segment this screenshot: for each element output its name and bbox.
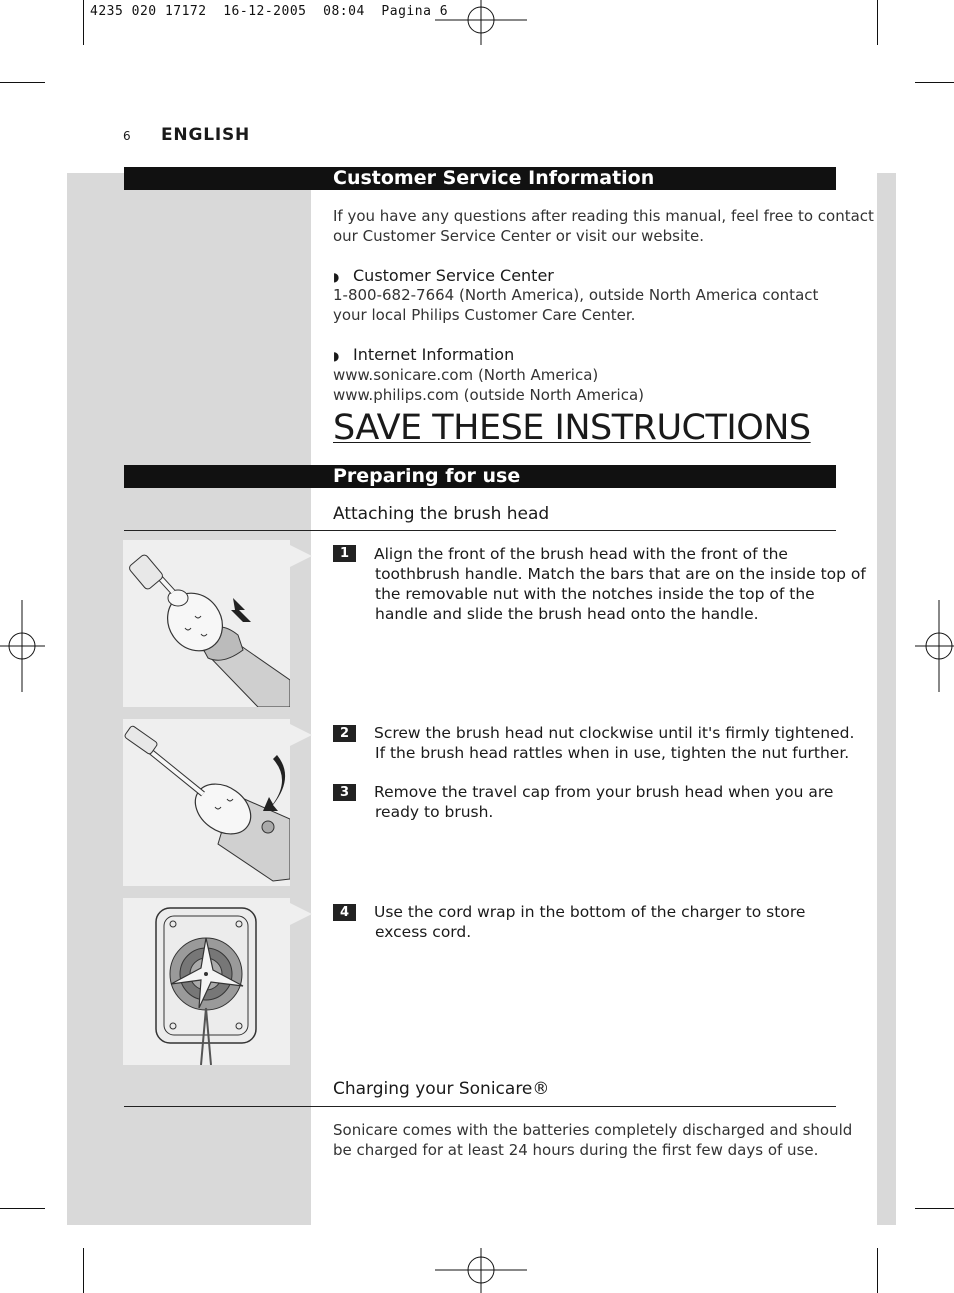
section-bar-customer-service (124, 167, 836, 190)
subsection-title-attaching: Attaching the brush head (333, 504, 550, 524)
charging-text: Sonicare comes with the batteries completely discharged and should be charged for at least 24 hours during the first few days of use. (333, 1121, 853, 1159)
step-number-badge: 2 (333, 725, 356, 742)
step-4-text: Use the cord wrap in the bottom of the charger to store excess cord. (374, 903, 806, 941)
figure-attach-brush-head (123, 540, 290, 707)
step-number-badge: 1 (333, 545, 356, 562)
registration-mark-icon (435, 0, 527, 45)
toothbrush-attach-illustration-icon (123, 540, 290, 707)
print-job-header: 4235 020 17172 16-12-2005 08:04 Pagina 6 (90, 4, 449, 19)
step-number-badge: 3 (333, 784, 356, 801)
charger-cord-wrap-illustration-icon (123, 898, 290, 1065)
figure-pointer (290, 545, 312, 567)
triangle-bullet-icon: ◗ (333, 270, 340, 284)
registration-mark-icon (915, 600, 954, 692)
toothbrush-tighten-illustration-icon (123, 719, 290, 886)
subsection-rule (124, 530, 836, 531)
triangle-bullet-icon: ◗ (333, 349, 340, 363)
registration-mark-icon (0, 600, 45, 692)
customer-service-center-details: 1-800-682-7664 (North America), outside North America contact your local Philips Customer Care Center. (333, 286, 819, 324)
registration-mark-icon (435, 1248, 527, 1293)
section-heading: Customer Service Information (333, 167, 655, 189)
figure-pointer (290, 724, 312, 746)
figure-cord-wrap (123, 898, 290, 1065)
website-link-international: www.philips.com (outside North America) (333, 386, 645, 404)
page-language: ENGLISH (161, 125, 251, 145)
subsection-title-charging: Charging your Sonicare® (333, 1079, 550, 1099)
internet-information-links (333, 365, 644, 405)
section-bar-preparing (124, 465, 836, 488)
figure-tighten-brush-head (123, 719, 290, 886)
save-instructions-title: SAVE THESE INSTRUCTIONS (333, 408, 811, 448)
internet-information-item: ◗ Internet Information (333, 345, 515, 364)
figure-pointer (290, 903, 312, 925)
step-1-text: Align the front of the brush head with the front of the toothbrush handle. Match the bars that are on the inside top of the removable nut with the notches inside the top of the handle and slide the brush head onto the handle. (374, 545, 866, 623)
right-margin-panel (877, 173, 896, 1225)
page-number: 6 (123, 129, 131, 143)
step-2-text: Screw the brush head nut clockwise until it's firmly tightened. If the brush head rattles when in use, tighten the nut further. (374, 724, 855, 762)
customer-service-center-item: ◗ Customer Service Center (333, 266, 554, 285)
step-3-text: Remove the travel cap from your brush head when you are ready to brush. (374, 783, 834, 821)
subsection-rule (124, 1106, 836, 1107)
customer-service-intro: If you have any questions after reading this manual, feel free to contact our Customer Service Center or visit our website. (333, 207, 874, 245)
step-number-badge: 4 (333, 904, 356, 921)
section-heading: Preparing for use (333, 465, 521, 487)
website-link-north-america: www.sonicare.com (North America) (333, 366, 599, 384)
